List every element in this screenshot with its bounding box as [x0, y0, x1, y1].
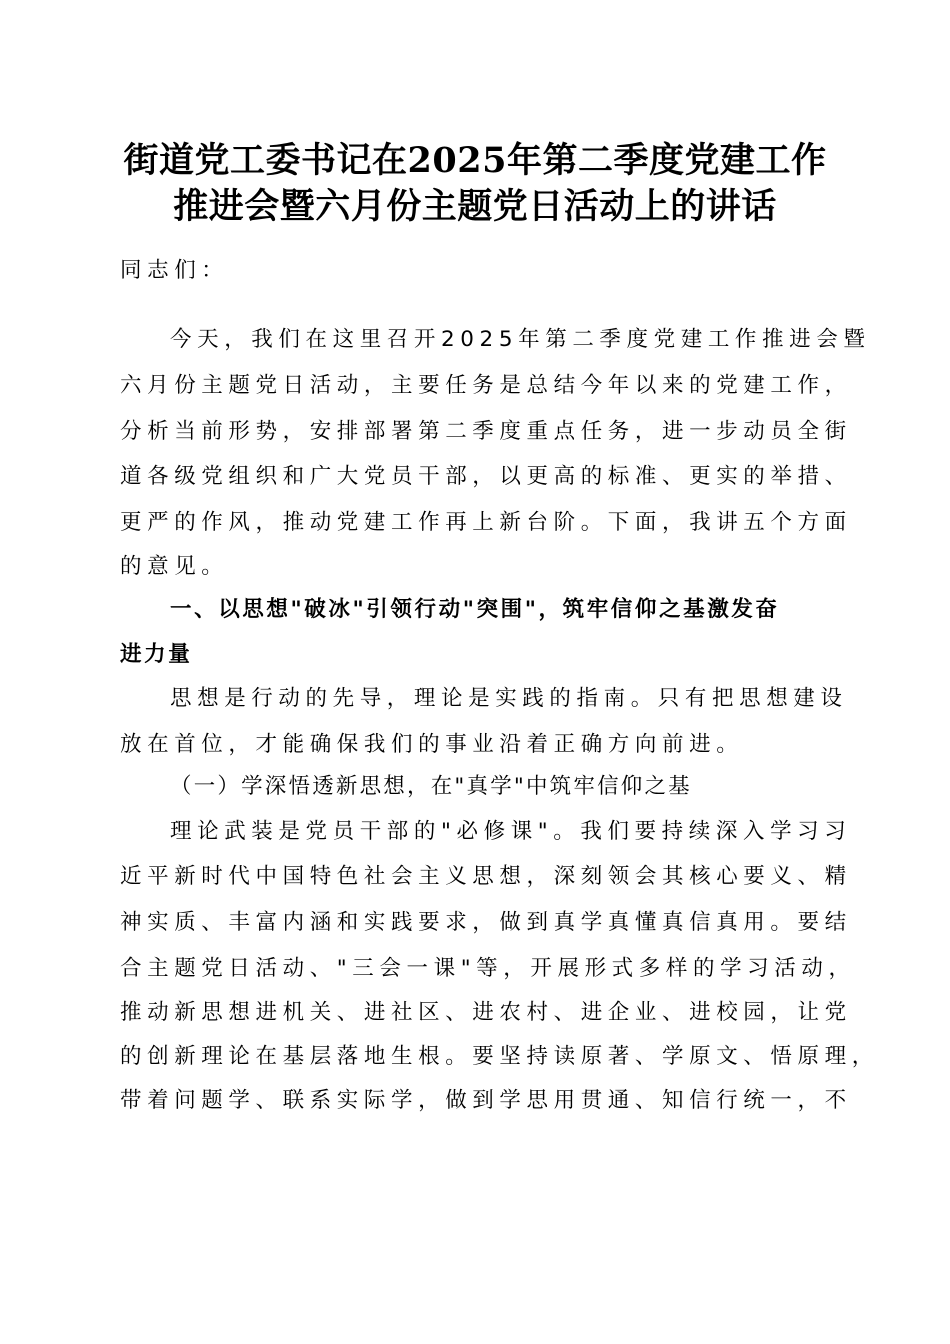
body-line: 的创新理论在基层落地生根。要坚持读原著、学原文、悟原理，	[120, 1044, 879, 1069]
section-heading: 进力量	[120, 642, 193, 667]
body-line: 的意见。	[120, 554, 229, 579]
body-line: 道各级党组织和广大党员干部，以更高的标准、更实的举措、	[120, 464, 852, 489]
body-line: 近平新时代中国特色社会主义思想，深刻领会其核心要义、精	[120, 864, 852, 889]
body-line: 思想是行动的先导，理论是实践的指南。只有把思想建设	[170, 686, 848, 711]
subsection-heading: （一）学深悟透新思想，在"真学"中筑牢信仰之基	[170, 774, 692, 799]
body-line: 六月份主题党日活动，主要任务是总结今年以来的党建工作，	[120, 373, 852, 398]
body-line: 今天，我们在这里召开2025年第二季度党建工作推进会暨	[170, 327, 871, 352]
salutation: 同志们：	[120, 258, 229, 283]
section-heading: 一、以思想"破冰"引领行动"突围"，筑牢信仰之基激发奋	[170, 597, 780, 622]
body-line: 分析当前形势，安排部署第二季度重点任务，进一步动员全街	[120, 419, 852, 444]
body-line: 推动新思想进机关、进社区、进农村、进企业、进校园，让党	[120, 1000, 852, 1025]
body-line: 带着问题学、联系实际学，做到学思用贯通、知信行统一，不	[120, 1088, 852, 1113]
body-line: 放在首位，才能确保我们的事业沿着正确方向前进。	[120, 732, 744, 757]
body-line: 理论武装是党员干部的"必修课"。我们要持续深入学习习	[170, 819, 852, 844]
body-line: 更严的作风，推动党建工作再上新台阶。下面，我讲五个方面	[120, 510, 852, 535]
body-line: 合主题党日活动、"三会一课"等，开展形式多样的学习活动，	[120, 956, 856, 981]
body-line: 神实质、丰富内涵和实践要求，做到真学真懂真信真用。要结	[120, 910, 852, 935]
title-line-1: 街道党工委书记在2025年第二季度党建工作	[123, 140, 827, 181]
title-line-2: 推进会暨六月份主题党日活动上的讲话	[173, 186, 777, 227]
